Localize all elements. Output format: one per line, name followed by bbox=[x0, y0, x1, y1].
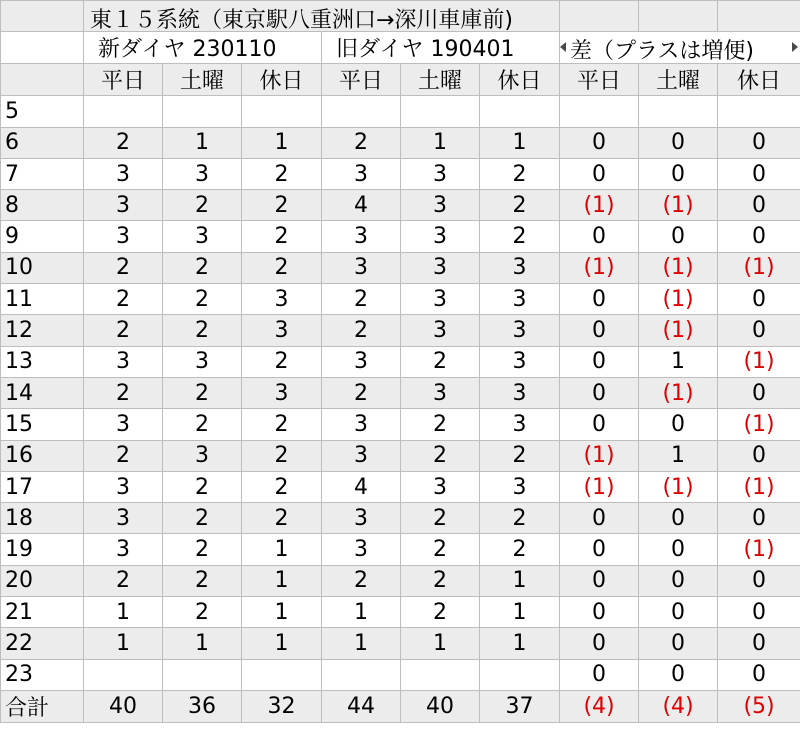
count-cell[interactable]: 3 bbox=[480, 252, 560, 283]
day-header-cell[interactable]: 休日 bbox=[480, 64, 560, 96]
old-schedule-label[interactable]: 旧ダイヤ 190401 bbox=[322, 32, 560, 64]
difference-cell[interactable]: (1) bbox=[560, 252, 639, 283]
count-cell[interactable]: 2 bbox=[322, 377, 401, 408]
row-label-cell[interactable]: 11 bbox=[1, 284, 84, 315]
count-cell[interactable]: 1 bbox=[163, 127, 242, 158]
count-cell[interactable]: 2 bbox=[84, 440, 163, 471]
count-cell[interactable]: 3 bbox=[242, 377, 322, 408]
row-label-cell[interactable]: 16 bbox=[1, 440, 84, 471]
difference-cell[interactable]: 0 bbox=[560, 221, 639, 252]
difference-cell[interactable]: 0 bbox=[639, 659, 718, 690]
row-label-cell[interactable]: 6 bbox=[1, 127, 84, 158]
hour-row bbox=[1, 96, 800, 127]
count-cell[interactable]: 3 bbox=[322, 158, 401, 189]
day-header-cell[interactable]: 平日 bbox=[322, 64, 401, 96]
count-cell[interactable]: 2 bbox=[480, 440, 560, 471]
row-label-cell[interactable]: 19 bbox=[1, 534, 84, 565]
difference-cell[interactable]: 0 bbox=[718, 158, 800, 189]
difference-cell[interactable] bbox=[639, 96, 718, 127]
count-cell[interactable]: 2 bbox=[401, 503, 480, 534]
difference-cell[interactable]: (1) bbox=[718, 409, 800, 440]
difference-cell[interactable]: 0 bbox=[560, 565, 639, 596]
count-cell[interactable]: 1 bbox=[480, 628, 560, 659]
count-cell[interactable]: 2 bbox=[242, 252, 322, 283]
row-label-cell[interactable]: 20 bbox=[1, 565, 84, 596]
hour-row bbox=[1, 190, 800, 221]
count-cell[interactable]: 2 bbox=[163, 471, 242, 502]
count-cell[interactable]: 1 bbox=[480, 127, 560, 158]
row-label-cell[interactable]: 22 bbox=[1, 628, 84, 659]
count-cell[interactable]: 3 bbox=[84, 471, 163, 502]
row-label-cell[interactable]: 5 bbox=[1, 96, 84, 127]
count-cell[interactable]: 3 bbox=[401, 377, 480, 408]
day-header-cell[interactable]: 土曜 bbox=[401, 64, 480, 96]
difference-cell[interactable]: (1) bbox=[639, 284, 718, 315]
count-cell[interactable] bbox=[322, 659, 401, 690]
difference-cell[interactable]: 0 bbox=[560, 659, 639, 690]
count-cell[interactable]: 2 bbox=[322, 284, 401, 315]
day-header-cell[interactable]: 土曜 bbox=[639, 64, 718, 96]
count-cell[interactable]: 3 bbox=[322, 346, 401, 377]
day-header-cell[interactable]: 休日 bbox=[242, 64, 322, 96]
count-cell[interactable]: 2 bbox=[163, 534, 242, 565]
day-header-cell[interactable]: 平日 bbox=[84, 64, 163, 96]
count-cell[interactable] bbox=[480, 96, 560, 127]
count-cell[interactable]: 3 bbox=[84, 221, 163, 252]
count-cell[interactable]: 44 bbox=[322, 690, 401, 722]
difference-cell[interactable]: (4) bbox=[560, 690, 639, 722]
row-label-cell[interactable]: 8 bbox=[1, 190, 84, 221]
count-cell[interactable] bbox=[242, 96, 322, 127]
difference-cell[interactable] bbox=[718, 96, 800, 127]
difference-cell[interactable]: (1) bbox=[560, 471, 639, 502]
row-label-cell[interactable]: 18 bbox=[1, 503, 84, 534]
count-cell[interactable]: 2 bbox=[242, 221, 322, 252]
difference-cell[interactable]: (1) bbox=[718, 346, 800, 377]
count-cell[interactable]: 2 bbox=[84, 565, 163, 596]
count-cell[interactable]: 37 bbox=[480, 690, 560, 722]
count-cell[interactable]: 2 bbox=[84, 127, 163, 158]
total-row bbox=[1, 690, 800, 722]
difference-cell[interactable]: 0 bbox=[639, 597, 718, 628]
sheet-title-cell[interactable] bbox=[84, 1, 560, 32]
difference-cell[interactable]: 0 bbox=[560, 127, 639, 158]
hour-row bbox=[1, 659, 800, 690]
difference-cell[interactable]: 0 bbox=[560, 315, 639, 346]
difference-cell[interactable] bbox=[560, 96, 639, 127]
count-cell[interactable]: 3 bbox=[163, 158, 242, 189]
count-cell[interactable]: 2 bbox=[401, 534, 480, 565]
row-label-cell[interactable]: 合計 bbox=[1, 690, 84, 722]
row-label-cell[interactable]: 17 bbox=[1, 471, 84, 502]
count-cell[interactable] bbox=[242, 659, 322, 690]
count-cell[interactable]: 2 bbox=[242, 503, 322, 534]
count-cell[interactable]: 3 bbox=[401, 252, 480, 283]
difference-cell[interactable]: 0 bbox=[560, 628, 639, 659]
difference-cell[interactable]: 0 bbox=[560, 158, 639, 189]
count-cell[interactable]: 3 bbox=[401, 471, 480, 502]
difference-cell[interactable]: 0 bbox=[718, 315, 800, 346]
title-row bbox=[1, 1, 800, 32]
row-label-cell[interactable]: 12 bbox=[1, 315, 84, 346]
day-header-cell[interactable]: 休日 bbox=[718, 64, 800, 96]
row-label-cell[interactable]: 21 bbox=[1, 597, 84, 628]
difference-cell[interactable]: (1) bbox=[639, 377, 718, 408]
count-cell[interactable]: 1 bbox=[242, 597, 322, 628]
count-cell[interactable]: 2 bbox=[480, 190, 560, 221]
row-label-cell[interactable]: 7 bbox=[1, 158, 84, 189]
count-cell[interactable]: 3 bbox=[480, 346, 560, 377]
count-cell[interactable]: 1 bbox=[84, 597, 163, 628]
count-cell[interactable]: 2 bbox=[163, 284, 242, 315]
count-cell[interactable]: 3 bbox=[84, 534, 163, 565]
count-cell[interactable]: 2 bbox=[242, 440, 322, 471]
count-cell[interactable]: 1 bbox=[242, 628, 322, 659]
count-cell[interactable]: 2 bbox=[401, 346, 480, 377]
count-cell[interactable]: 2 bbox=[322, 565, 401, 596]
count-cell[interactable]: 3 bbox=[322, 440, 401, 471]
count-cell[interactable]: 40 bbox=[401, 690, 480, 722]
count-cell[interactable]: 1 bbox=[242, 127, 322, 158]
difference-cell[interactable]: 0 bbox=[718, 503, 800, 534]
count-cell[interactable]: 2 bbox=[480, 534, 560, 565]
count-cell[interactable]: 40 bbox=[84, 690, 163, 722]
count-cell[interactable]: 2 bbox=[84, 377, 163, 408]
count-cell[interactable]: 3 bbox=[322, 409, 401, 440]
count-cell[interactable]: 3 bbox=[401, 221, 480, 252]
count-cell[interactable]: 3 bbox=[401, 158, 480, 189]
count-cell[interactable]: 3 bbox=[480, 409, 560, 440]
count-cell[interactable] bbox=[322, 96, 401, 127]
day-header-cell[interactable]: 土曜 bbox=[163, 64, 242, 96]
count-cell[interactable]: 2 bbox=[322, 315, 401, 346]
count-cell[interactable]: 1 bbox=[401, 127, 480, 158]
hour-row bbox=[1, 409, 800, 440]
count-cell[interactable]: 2 bbox=[163, 565, 242, 596]
hour-row bbox=[1, 158, 800, 189]
day-header-cell[interactable]: 平日 bbox=[560, 64, 639, 96]
difference-cell[interactable]: 0 bbox=[560, 346, 639, 377]
difference-cell[interactable]: 0 bbox=[560, 503, 639, 534]
count-cell[interactable]: 3 bbox=[84, 158, 163, 189]
count-cell[interactable]: 3 bbox=[84, 409, 163, 440]
count-cell[interactable]: 2 bbox=[84, 284, 163, 315]
difference-cell[interactable]: 0 bbox=[718, 628, 800, 659]
difference-cell[interactable]: 0 bbox=[560, 377, 639, 408]
count-cell[interactable]: 3 bbox=[322, 252, 401, 283]
count-cell[interactable]: 2 bbox=[242, 346, 322, 377]
cell-blank[interactable] bbox=[639, 1, 718, 32]
count-cell[interactable]: 2 bbox=[401, 597, 480, 628]
count-cell[interactable]: 2 bbox=[401, 440, 480, 471]
count-cell[interactable]: 3 bbox=[401, 190, 480, 221]
count-cell[interactable]: 3 bbox=[163, 440, 242, 471]
count-cell[interactable] bbox=[401, 659, 480, 690]
row-label-cell[interactable]: 15 bbox=[1, 409, 84, 440]
count-cell[interactable]: 2 bbox=[242, 471, 322, 502]
count-cell[interactable]: 2 bbox=[163, 252, 242, 283]
difference-cell[interactable]: 1 bbox=[639, 346, 718, 377]
difference-cell[interactable]: 0 bbox=[639, 565, 718, 596]
hour-row bbox=[1, 503, 800, 534]
difference-cell[interactable]: 0 bbox=[639, 127, 718, 158]
overflow-right-arrow-icon bbox=[792, 42, 798, 52]
count-cell[interactable]: 32 bbox=[242, 690, 322, 722]
difference-cell[interactable]: 0 bbox=[639, 534, 718, 565]
hour-row bbox=[1, 346, 800, 377]
count-cell[interactable]: 3 bbox=[480, 284, 560, 315]
count-cell[interactable]: 3 bbox=[163, 221, 242, 252]
difference-cell[interactable]: (4) bbox=[639, 690, 718, 722]
difference-cell[interactable]: 0 bbox=[560, 597, 639, 628]
count-cell[interactable]: 3 bbox=[163, 346, 242, 377]
day-header-row bbox=[1, 64, 800, 96]
hour-row bbox=[1, 252, 800, 283]
count-cell[interactable]: 2 bbox=[242, 409, 322, 440]
row-label-cell[interactable]: 13 bbox=[1, 346, 84, 377]
count-cell[interactable]: 1 bbox=[322, 628, 401, 659]
count-cell[interactable]: 3 bbox=[242, 284, 322, 315]
count-cell[interactable]: 2 bbox=[322, 127, 401, 158]
count-cell[interactable]: 2 bbox=[163, 315, 242, 346]
difference-cell[interactable]: 0 bbox=[718, 659, 800, 690]
count-cell[interactable]: 2 bbox=[480, 158, 560, 189]
hour-row bbox=[1, 440, 800, 471]
count-cell[interactable]: 2 bbox=[401, 409, 480, 440]
count-cell[interactable] bbox=[480, 659, 560, 690]
count-cell[interactable] bbox=[163, 659, 242, 690]
count-cell[interactable]: 3 bbox=[480, 377, 560, 408]
difference-cell[interactable]: 0 bbox=[639, 503, 718, 534]
difference-cell[interactable]: 0 bbox=[560, 284, 639, 315]
difference-cell[interactable]: (1) bbox=[639, 252, 718, 283]
new-schedule-label[interactable]: 新ダイヤ 230110 bbox=[84, 32, 322, 64]
count-cell[interactable]: 3 bbox=[84, 346, 163, 377]
count-cell[interactable]: 1 bbox=[163, 628, 242, 659]
count-cell[interactable]: 3 bbox=[401, 284, 480, 315]
difference-cell[interactable]: (1) bbox=[718, 252, 800, 283]
count-cell[interactable]: 2 bbox=[163, 597, 242, 628]
count-cell[interactable]: 2 bbox=[163, 409, 242, 440]
count-cell[interactable]: 2 bbox=[242, 158, 322, 189]
count-cell[interactable]: 1 bbox=[242, 534, 322, 565]
count-cell[interactable]: 3 bbox=[84, 190, 163, 221]
count-cell[interactable]: 2 bbox=[163, 190, 242, 221]
difference-cell[interactable]: (5) bbox=[718, 690, 800, 722]
difference-cell[interactable]: 0 bbox=[718, 127, 800, 158]
difference-cell[interactable]: 0 bbox=[639, 221, 718, 252]
difference-cell[interactable]: 0 bbox=[560, 409, 639, 440]
count-cell[interactable] bbox=[84, 96, 163, 127]
difference-cell[interactable]: 0 bbox=[718, 597, 800, 628]
hour-row bbox=[1, 534, 800, 565]
count-cell[interactable]: 3 bbox=[84, 503, 163, 534]
row-label-cell[interactable]: 14 bbox=[1, 377, 84, 408]
count-cell[interactable]: 2 bbox=[401, 565, 480, 596]
difference-cell[interactable]: 1 bbox=[639, 440, 718, 471]
count-cell[interactable]: 3 bbox=[322, 503, 401, 534]
hour-row bbox=[1, 565, 800, 596]
hour-row bbox=[1, 471, 800, 502]
count-cell[interactable]: 1 bbox=[401, 628, 480, 659]
difference-cell[interactable]: 0 bbox=[718, 565, 800, 596]
row-label-cell[interactable]: 23 bbox=[1, 659, 84, 690]
difference-cell[interactable]: (1) bbox=[639, 315, 718, 346]
difference-cell[interactable]: 0 bbox=[718, 221, 800, 252]
difference-cell[interactable]: (1) bbox=[639, 471, 718, 502]
count-cell[interactable]: 3 bbox=[322, 534, 401, 565]
difference-cell[interactable]: (1) bbox=[718, 534, 800, 565]
sheet-title: 東１５系統（東京駅八重洲口→深川車庫前) bbox=[90, 8, 514, 33]
difference-cell[interactable]: 0 bbox=[639, 158, 718, 189]
difference-cell[interactable]: (1) bbox=[560, 440, 639, 471]
count-cell[interactable]: 2 bbox=[84, 252, 163, 283]
count-cell[interactable]: 36 bbox=[163, 690, 242, 722]
hour-row bbox=[1, 315, 800, 346]
count-cell[interactable]: 3 bbox=[242, 315, 322, 346]
hour-row bbox=[1, 377, 800, 408]
hour-row bbox=[1, 597, 800, 628]
count-cell[interactable]: 3 bbox=[401, 315, 480, 346]
difference-cell[interactable]: (1) bbox=[560, 190, 639, 221]
difference-cell[interactable]: 0 bbox=[718, 190, 800, 221]
cell-blank[interactable] bbox=[718, 1, 800, 32]
count-cell[interactable]: 2 bbox=[480, 221, 560, 252]
count-cell[interactable]: 2 bbox=[163, 503, 242, 534]
hour-row bbox=[1, 628, 800, 659]
count-cell[interactable]: 1 bbox=[480, 597, 560, 628]
section-label-row bbox=[1, 32, 800, 64]
difference-cell[interactable]: 0 bbox=[560, 534, 639, 565]
difference-cell[interactable]: 0 bbox=[718, 377, 800, 408]
row-label-cell[interactable]: 10 bbox=[1, 252, 84, 283]
difference-cell[interactable]: 0 bbox=[639, 628, 718, 659]
row-label-cell[interactable]: 9 bbox=[1, 221, 84, 252]
count-cell[interactable]: 3 bbox=[322, 221, 401, 252]
difference-cell[interactable]: 0 bbox=[718, 284, 800, 315]
count-cell[interactable]: 3 bbox=[480, 471, 560, 502]
count-cell[interactable]: 2 bbox=[242, 190, 322, 221]
count-cell[interactable]: 1 bbox=[480, 565, 560, 596]
cell-blank[interactable] bbox=[1, 32, 84, 64]
count-cell[interactable]: 3 bbox=[480, 315, 560, 346]
count-cell[interactable]: 2 bbox=[480, 503, 560, 534]
cell-blank[interactable] bbox=[560, 1, 639, 32]
count-cell[interactable]: 2 bbox=[84, 315, 163, 346]
hour-row bbox=[1, 221, 800, 252]
hour-row bbox=[1, 127, 800, 158]
difference-cell[interactable]: 0 bbox=[639, 409, 718, 440]
count-cell[interactable] bbox=[401, 96, 480, 127]
count-cell[interactable]: 1 bbox=[242, 565, 322, 596]
cell-blank[interactable] bbox=[1, 64, 84, 96]
count-cell[interactable]: 4 bbox=[322, 471, 401, 502]
count-cell[interactable]: 1 bbox=[84, 628, 163, 659]
difference-label-cell[interactable] bbox=[560, 32, 800, 64]
difference-cell[interactable]: (1) bbox=[718, 471, 800, 502]
difference-cell[interactable]: (1) bbox=[639, 190, 718, 221]
hour-row bbox=[1, 284, 800, 315]
count-cell[interactable] bbox=[84, 659, 163, 690]
count-cell[interactable]: 2 bbox=[163, 377, 242, 408]
difference-label: 差（プラスは増便) bbox=[570, 39, 754, 65]
overflow-left-arrow-icon bbox=[560, 42, 566, 52]
count-cell[interactable]: 1 bbox=[322, 597, 401, 628]
count-cell[interactable]: 4 bbox=[322, 190, 401, 221]
cell-corner[interactable] bbox=[1, 1, 84, 32]
count-cell[interactable] bbox=[163, 96, 242, 127]
difference-cell[interactable]: 0 bbox=[718, 440, 800, 471]
